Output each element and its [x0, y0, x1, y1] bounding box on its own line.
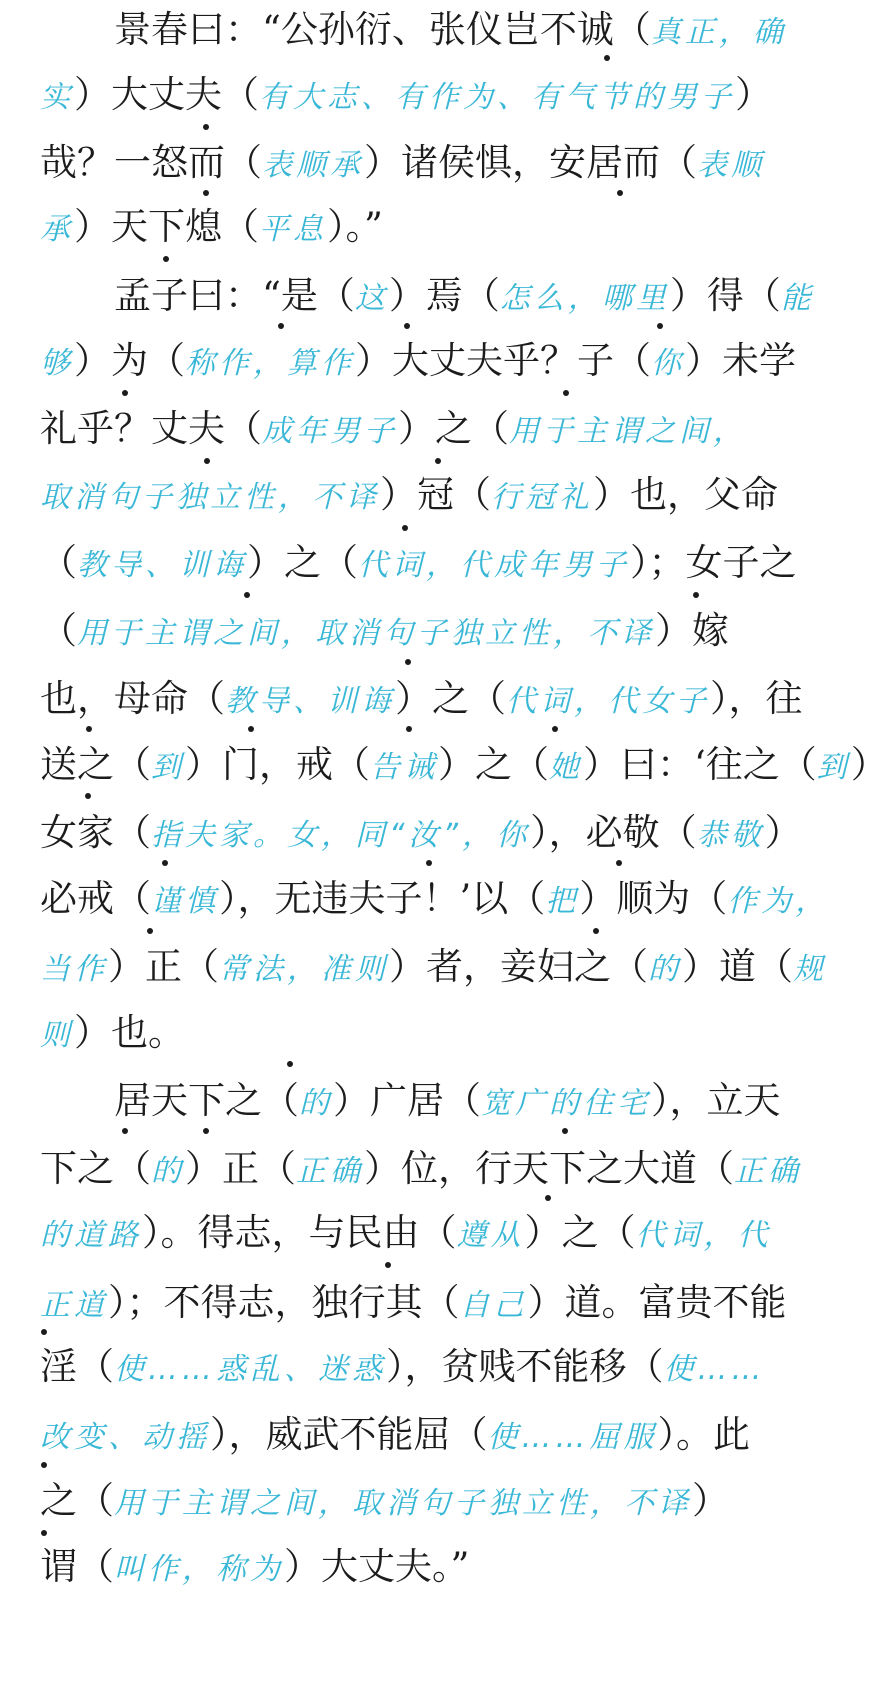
annotation-note: 当作 — [40, 952, 108, 987]
emphasis-dot — [163, 256, 169, 262]
annotation-note: 使……屈服 — [487, 1420, 658, 1455]
annotation-note: 代词，代女子 — [506, 684, 710, 719]
original-text: 景春曰：“公孙衍、张仪岂不诚 — [114, 8, 614, 51]
emphasis-dot — [85, 793, 91, 799]
original-text: ）也，父命 — [593, 473, 778, 516]
original-text: 必戒（ — [40, 877, 151, 920]
original-text: （ — [613, 8, 651, 51]
original-text: ）之（ — [524, 1211, 636, 1254]
emphasis-dot — [435, 458, 441, 464]
emphasis-dot — [204, 458, 210, 464]
emphasis-dot — [604, 55, 610, 61]
passage-line — [40, 67, 780, 123]
passage-line — [40, 1141, 802, 1197]
original-text: 礼乎？丈夫（ — [40, 407, 262, 450]
original-text: ）道。富贵不能 — [527, 1281, 787, 1324]
original-text: ）大丈夫乎？子（ — [355, 339, 651, 382]
original-text: ）焉（ — [388, 274, 500, 317]
annotation-note: 承 — [40, 212, 74, 247]
original-text: ），贫贱不能移（ — [386, 1345, 664, 1388]
emphasis-dot — [404, 323, 410, 329]
annotation-note: 作为， — [727, 884, 830, 919]
emphasis-dot — [406, 726, 412, 732]
original-text: 也，母命（ — [40, 677, 225, 720]
annotation-note: 恭敬 — [696, 818, 765, 853]
original-text: ），往 — [710, 677, 803, 720]
annotation-note: 代词，代成年男子 — [358, 548, 630, 583]
emphasis-dot — [41, 1462, 47, 1468]
original-text: ）诸侯惧，安居而（ — [364, 141, 697, 184]
annotation-note: 遵从 — [456, 1218, 525, 1253]
emphasis-dot — [122, 390, 128, 396]
annotation-note: 怎么，哪里 — [499, 281, 670, 316]
passage-line — [40, 603, 780, 659]
emphasis-dot — [287, 1061, 293, 1067]
emphasis-dot — [616, 860, 622, 866]
annotation-note: 教导、训诲 — [225, 684, 395, 719]
emphasis-dot — [244, 592, 250, 598]
annotation-note: 常法，准则 — [219, 952, 389, 987]
emphasis-dot — [147, 928, 153, 934]
passage-line — [40, 135, 780, 191]
annotation-note: 真正，确 — [650, 15, 787, 50]
original-text: ） — [735, 73, 772, 116]
original-text: 谓（ — [40, 1545, 114, 1588]
passage-line — [40, 401, 780, 457]
original-text: ）正（ — [185, 1147, 296, 1190]
annotation-note: 行冠礼 — [491, 480, 593, 515]
original-text: ） — [850, 743, 888, 786]
passage-line — [40, 1339, 780, 1395]
annotation-note: 教导、训诲 — [77, 548, 247, 583]
annotation-note: 够 — [40, 346, 74, 381]
original-text: ）得（ — [669, 274, 781, 317]
annotation-note: 到 — [151, 750, 185, 785]
original-text: ），无违夫子！’以（ — [219, 877, 546, 920]
emphasis-dot — [248, 726, 254, 732]
passage-line — [40, 1073, 854, 1129]
annotation-note: 成年男子 — [262, 414, 398, 449]
original-text: ）嫁 — [655, 609, 729, 652]
annotation-note: 表顺 — [697, 148, 765, 183]
passage-line — [40, 333, 796, 389]
original-text: （ — [40, 541, 77, 584]
emphasis-dot — [545, 1195, 551, 1201]
annotation-note: 用于主谓之间，取消句子独立性，不译 — [114, 1486, 692, 1521]
passage-line — [40, 535, 797, 591]
annotation-note: 正确 — [734, 1154, 802, 1189]
original-text: ）广居（ — [333, 1079, 481, 1122]
annotation-note: 告诫 — [370, 750, 438, 785]
original-text: ）天下熄（ — [74, 205, 259, 248]
original-text: ）门，戒（ — [185, 743, 370, 786]
original-text: 之（ — [40, 1479, 114, 1522]
annotation-note: 指夫家。女，同“汝”，你 — [151, 818, 531, 853]
annotation-note: 能 — [780, 281, 815, 316]
emphasis-dot — [385, 1262, 391, 1268]
annotation-note: 使…… — [663, 1352, 766, 1387]
passage-line — [40, 805, 802, 861]
annotation-note: 规 — [793, 952, 827, 987]
annotation-note: 实 — [40, 80, 74, 115]
passage-line — [40, 1005, 780, 1061]
passage-line — [40, 1205, 780, 1261]
emphasis-dot — [162, 860, 168, 866]
annotation-note: 表顺承 — [262, 148, 364, 183]
passage-line — [40, 737, 888, 793]
annotation-note: 你 — [651, 346, 685, 381]
passage-line — [40, 199, 780, 255]
original-text: 淫（ — [40, 1345, 114, 1388]
emphasis-dot — [122, 1128, 128, 1134]
original-text: ）。此 — [657, 1413, 750, 1456]
original-text: ）也。 — [74, 1011, 185, 1054]
annotation-note: 则 — [40, 1018, 74, 1053]
original-text: 送之（ — [40, 743, 151, 786]
annotation-note: 的 — [648, 952, 682, 987]
annotation-note: 用于主谓之间，取消句子独立性，不译 — [77, 616, 655, 651]
passage-line — [40, 1539, 780, 1595]
annotation-note: 平息 — [259, 212, 327, 247]
passage-line — [40, 1473, 780, 1529]
annotation-note: 的 — [299, 1086, 333, 1121]
annotation-note: 用于主谓之间， — [509, 414, 747, 449]
annotation-note: 正道 — [40, 1288, 108, 1323]
emphasis-dot — [563, 390, 569, 396]
annotation-note: 她 — [549, 750, 583, 785]
passage-line — [40, 467, 780, 523]
annotation-note: 代词，代 — [635, 1218, 772, 1253]
emphasis-dot — [657, 323, 663, 329]
annotation-note: 这 — [354, 281, 389, 316]
passage-line — [40, 871, 830, 927]
passage-line — [40, 939, 827, 995]
annotation-note: 谨慎 — [151, 884, 219, 919]
original-text: ） — [692, 1479, 729, 1522]
original-text: ）顺为（ — [579, 877, 728, 920]
emphasis-dot — [426, 860, 432, 866]
passage-line — [40, 1275, 787, 1331]
original-text: ）之（ — [438, 743, 549, 786]
original-text: ）大丈夫。” — [284, 1545, 470, 1588]
original-text: ）。” — [327, 205, 383, 248]
emphasis-dot — [203, 124, 209, 130]
emphasis-dot — [86, 726, 92, 732]
original-text: 孟子曰：“是（ — [114, 274, 355, 317]
original-text: ）之（ — [247, 541, 358, 584]
annotation-note: 自己 — [459, 1288, 528, 1323]
emphasis-dot — [405, 659, 411, 665]
emphasis-dot — [593, 928, 599, 934]
annotation-note: 的道路 — [40, 1218, 142, 1253]
annotation-note: 改变、动摇 — [40, 1420, 210, 1455]
original-text: ）为（ — [74, 339, 185, 382]
original-text: ）；不得志，独行其（ — [108, 1281, 460, 1324]
annotation-note: 有大志、有作为、有气节的男子 — [259, 80, 735, 115]
original-text: ）大丈夫（ — [74, 73, 259, 116]
emphasis-dot — [203, 190, 209, 196]
original-text: ），立天 — [651, 1079, 781, 1122]
original-text: ），必敬（ — [530, 811, 697, 854]
emphasis-dot — [617, 190, 623, 196]
emphasis-dot — [402, 525, 408, 531]
original-text: ）正（ — [108, 945, 219, 988]
emphasis-dot — [278, 323, 284, 329]
annotation-note: 的 — [151, 1154, 185, 1189]
emphasis-dot — [41, 1329, 47, 1335]
annotation-note: 正确 — [296, 1154, 364, 1189]
original-text: 哉？一怒而（ — [40, 141, 262, 184]
annotation-note: 取消句子独立性，不译 — [40, 480, 380, 515]
emphasis-dot — [203, 1128, 209, 1134]
original-text: ）；女子之 — [630, 541, 797, 584]
original-text: ）道（ — [682, 945, 793, 988]
original-text: 女家（ — [40, 811, 151, 854]
original-text: ）者，妾妇之（ — [389, 945, 648, 988]
original-text: 下之（ — [40, 1147, 151, 1190]
annotation-note: 称作，算作 — [185, 346, 355, 381]
emphasis-dot — [41, 1530, 47, 1536]
annotation-note: 叫作，称为 — [114, 1552, 284, 1587]
passage-line — [40, 268, 854, 324]
original-text: ）位，行天下之大道（ — [364, 1147, 734, 1190]
emphasis-dot — [693, 592, 699, 598]
emphasis-dot — [562, 1128, 568, 1134]
annotation-note: 到 — [816, 750, 851, 785]
original-text: ）之（ — [395, 677, 506, 720]
passage-line — [40, 671, 803, 727]
original-text: ）之（ — [398, 407, 509, 450]
passage-line — [40, 1407, 780, 1463]
original-text: ），威武不能屈（ — [210, 1413, 488, 1456]
original-text: ） — [764, 811, 802, 854]
original-text: （ — [40, 609, 77, 652]
original-text: ）曰：‘往之（ — [583, 743, 817, 786]
emphasis-dot — [552, 726, 558, 732]
annotation-note: 把 — [545, 884, 580, 919]
original-text: ）。得志，与民由（ — [142, 1211, 457, 1254]
original-text: ）冠（ — [380, 473, 491, 516]
original-text: 居天下之（ — [114, 1079, 299, 1122]
annotation-note: 使……惑乱、迷惑 — [114, 1352, 386, 1387]
original-text: ）未学 — [685, 339, 796, 382]
passage-line — [40, 2, 854, 58]
annotation-note: 宽广的住宅 — [481, 1086, 651, 1121]
